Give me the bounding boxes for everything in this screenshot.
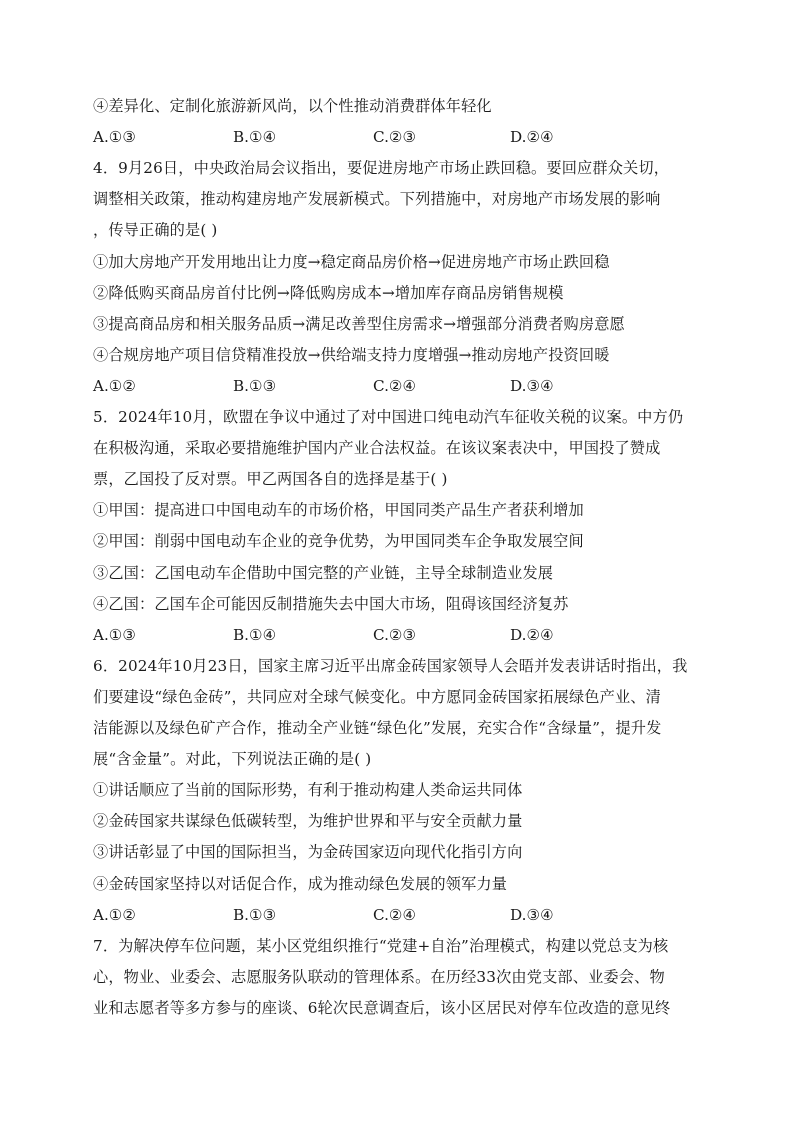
option-b: B.①④ — [233, 128, 277, 146]
option-d: D.②④ — [510, 128, 554, 146]
option-c: C.②③ — [373, 128, 417, 146]
answer-options-row — [93, 625, 698, 645]
text-line: ③讲话彰显了中国的国际担当，为金砖国家迈向现代化指引方向 — [93, 843, 523, 861]
option-c: C.②④ — [373, 906, 417, 924]
text-line: ①加大房地产开发用地出让力度→稳定商品房价格→促进房地产市场止跌回稳 — [93, 253, 610, 271]
text-line: ④金砖国家坚持以对话促合作，成为推动绿色发展的领军力量 — [93, 875, 508, 893]
option-a: A.①③ — [93, 626, 137, 644]
text-line: ④差异化、定制化旅游新风尚，以个性推动消费群体年轻化 — [93, 97, 492, 115]
option-a: A.①② — [93, 377, 137, 395]
text-line: 在积极沟通，采取必要措施维护国内产业合法权益。在该议案表决中，甲国投了赞成 — [93, 439, 661, 457]
option-a: A.①② — [93, 906, 137, 924]
text-line: 展“含金量”。对此，下列说法正确的是( ) — [93, 750, 372, 768]
text-line: 6．2024年10月23日，国家主席习近平出席金砖国家领导人会晤并发表讲话时指出，我 — [93, 657, 688, 675]
option-a: A.①③ — [93, 128, 137, 146]
text-line: ②降低购买商品房首付比例→降低购房成本→增加库存商品房销售规模 — [93, 284, 564, 302]
text-line: 票，乙国投了反对票。甲乙两国各自的选择是基于( ) — [93, 470, 448, 488]
answer-options-row — [93, 905, 698, 925]
text-line: 们要建设“绿色金砖”，共同应对全球气候变化。中方愿同金砖国家拓展绿色产业、清 — [93, 688, 661, 706]
answer-options-row — [93, 127, 698, 147]
text-line: ③提高商品房和相关服务品质→满足改善型住房需求→增强部分消费者购房意愿 — [93, 315, 625, 333]
text-line: ①讲话顺应了当前的国际形势，有利于推动构建人类命运共同体 — [93, 781, 523, 799]
text-line: ①甲国：提高进口中国电动车的市场价格，甲国同类产品生产者获利增加 — [93, 501, 584, 519]
option-d: D.③④ — [510, 377, 554, 395]
text-line: 业和志愿者等多方参与的座谈、6轮次民意调查后，该小区居民对停车位改造的意见终 — [93, 999, 671, 1017]
text-line: 5．2024年10月，欧盟在争议中通过了对中国进口纯电动汽车征收关税的议案。中方仍 — [93, 408, 684, 426]
text-line: 4．9月26日，中央政治局会议指出，要促进房地产市场止跌回稳。要回应群众关切， — [93, 159, 670, 177]
option-b: B.①④ — [233, 626, 277, 644]
text-line: ②甲国：削弱中国电动车企业的竞争优势，为甲国同类车企争取发展空间 — [93, 532, 584, 550]
option-d: D.②④ — [510, 626, 554, 644]
answer-options-row — [93, 376, 698, 396]
text-line: 洁能源以及绿色矿产合作，推动全产业链“绿色化”发展，充实合作“含绿量”，提升发 — [93, 719, 662, 737]
text-line: 调整相关政策，推动构建房地产发展新模式。下列措施中，对房地产市场发展的影响 — [93, 190, 661, 208]
text-line: ②金砖国家共谋绿色低碳转型，为维护世界和平与安全贡献力量 — [93, 812, 523, 830]
text-line: 7．为解决停车位问题，某小区党组织推行“党建+自治”治理模式，构建以党总支为核 — [93, 937, 669, 955]
text-line: ④乙国：乙国车企可能因反制措施失去中国大市场，阻碍该国经济复苏 — [93, 595, 569, 613]
option-c: C.②③ — [373, 626, 417, 644]
option-b: B.①③ — [233, 377, 277, 395]
text-line: ④合规房地产项目信贷精准投放→供给端支持力度增强→推动房地产投资回暖 — [93, 346, 610, 364]
text-line: ，传导正确的是( ) — [93, 221, 218, 239]
text-line: ③乙国：乙国电动车企借助中国完整的产业链，主导全球制造业发展 — [93, 564, 554, 582]
option-c: C.②④ — [373, 377, 417, 395]
option-d: D.③④ — [510, 906, 554, 924]
text-line: 心，物业、业委会、志愿服务队联动的管理体系。在历经33次由党支部、业委会、物 — [93, 968, 665, 986]
option-b: B.①③ — [233, 906, 277, 924]
